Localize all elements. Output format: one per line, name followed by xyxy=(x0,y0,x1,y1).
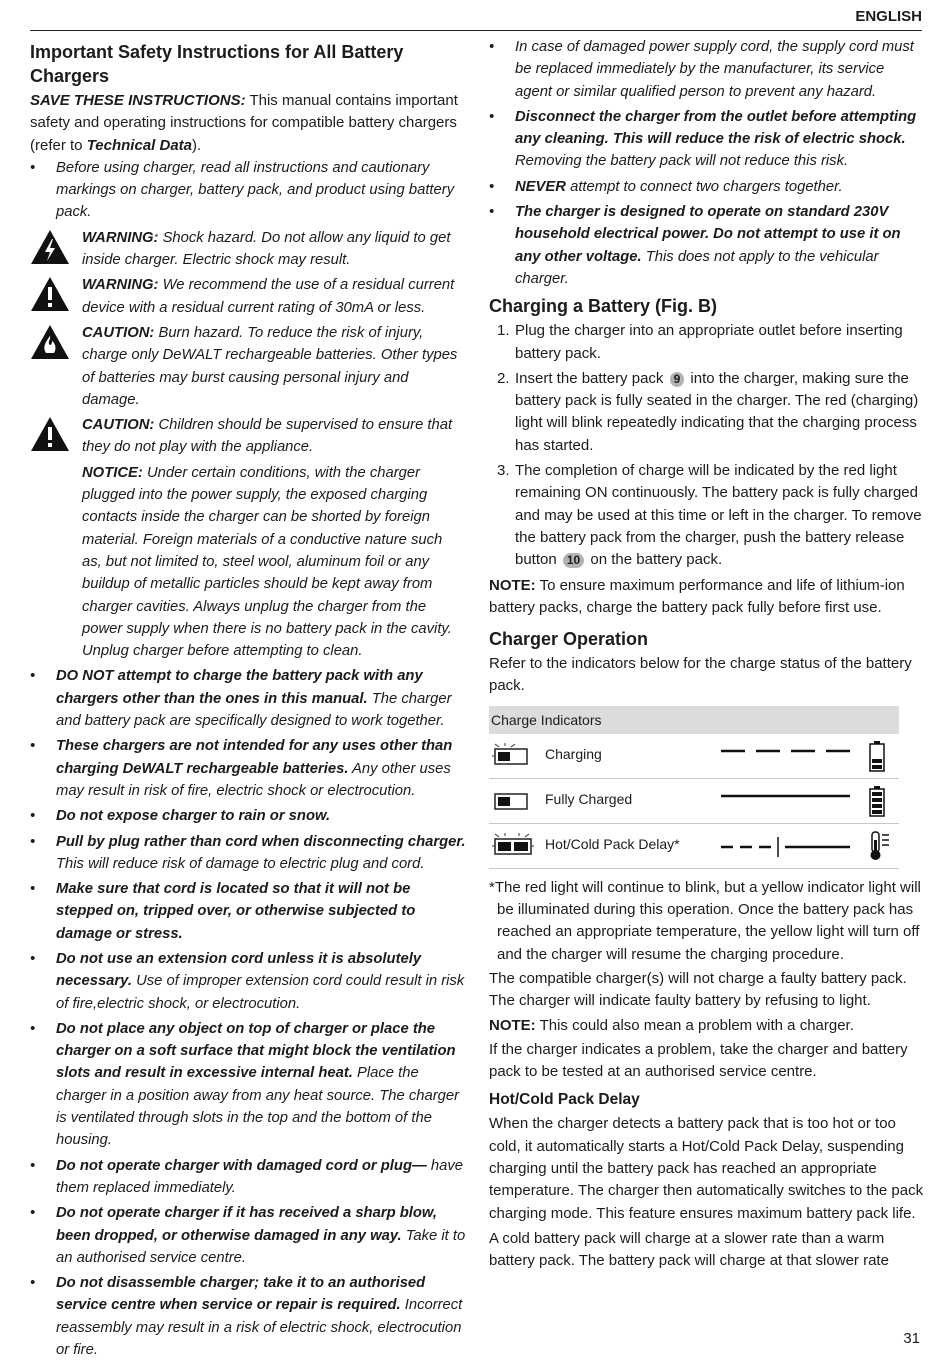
list-item: • Do not use an extension cord unless it is absolutely necessary. Use of improper extension cord could result in risk of fire,electric shock, or electrocution. xyxy=(30,950,465,1012)
table-row xyxy=(489,824,899,869)
cold-pack-paragraph: A cold battery pack will charge at a slower rate than a warm battery pack. The battery pack will charge at that slower rate xyxy=(489,1229,889,1270)
language-label: ENGLISH xyxy=(855,8,922,25)
battery-charging-icon xyxy=(869,740,885,772)
list-item: • Pull by plug rather than cord when disconnecting charger. This will reduce risk of damage to electric plug and cord. xyxy=(30,833,466,872)
notice-paragraph: NOTICE: Under certain conditions, with the charger plugged into the power supply, the exposed charging contacts inside the charger can be shorted by foreign material. Foreign materials of a conductive nature such as, but not limited to, steel wool, aluminum foil or any buildup of metallic particles should be kept away from charger cavities. Always unplug the charger from the power supply when there is no battery pack in the cavity. Unplug charger before attempting to clean. xyxy=(82,464,452,660)
right-column xyxy=(489,36,925,1272)
intro-paragraph: SAVE THESE INSTRUCTIONS: This manual contains important safety and operating instructions for compatible battery chargers (refer to Technical Data). xyxy=(30,92,458,154)
fire-hazard-icon xyxy=(30,324,70,360)
delay-pattern-icon xyxy=(721,836,851,858)
list-item: • Disconnect the charger from the outlet before attempting any cleaning. This will reduce the risk of electric shock. Removing the battery pack will not reduce this risk. xyxy=(489,108,917,170)
list-item: • Before using charger, read all instructions and cautionary markings on charger, battery pack, and product using battery pack. xyxy=(30,159,455,221)
problem-paragraph: If the charger indicates a problem, take the charger and battery pack to be tested at an authorised service centre. xyxy=(489,1040,908,1081)
blink-pattern-icon xyxy=(721,746,851,756)
charge-indicators-table xyxy=(489,706,899,869)
fully-charged-light-icon xyxy=(491,787,535,813)
note-paragraph: NOTE: To ensure maximum performance and life of lithium-ion battery packs, charge the battery pack fully before first use. xyxy=(489,576,905,616)
section-title-safety: Important Safety Instructions for All Battery Chargers xyxy=(30,42,404,86)
list-item: • The charger is designed to operate on standard 230V household electrical power. Do not attempt to use it on any other voltage. This does not apply to the vehicular charger. xyxy=(489,204,901,287)
list-item: • Do not expose charger to rain or snow. xyxy=(30,808,331,825)
left-column xyxy=(30,36,466,1364)
shock-hazard-icon xyxy=(30,229,70,265)
list-item: • In case of damaged power supply cord, the supply cord must be replaced immediately by the manufacturer, its service agent or similar qualified person to prevent any hazard. xyxy=(489,39,914,100)
table-row xyxy=(489,734,899,779)
list-item: • NEVER attempt to connect two chargers together. xyxy=(489,178,843,195)
step-item: 1. Plug the charger into an appropriate outlet before inserting battery pack. xyxy=(497,322,903,362)
row-label: Fully Charged xyxy=(545,790,633,807)
table-row xyxy=(489,779,899,824)
list-item: • Do not place any object on top of charger or place the charger on a soft surface that might block the ventilation slots and result in excessive internal heat. Place the charger in a position away from any heat source. The charger is ventilated through slots in the top and the bottom of the housing. xyxy=(30,1020,460,1149)
callout-badge: 9 xyxy=(670,372,685,387)
table-header: Charge Indicators xyxy=(489,706,899,734)
row-label: Charging xyxy=(545,745,602,762)
list-item: • Do not operate charger with damaged cord or plug— have them replaced immediately. xyxy=(30,1157,463,1196)
operation-intro: Refer to the indicators below for the charge status of the battery pack. xyxy=(489,655,912,695)
page-number: 31 xyxy=(903,1330,920,1347)
caution-children: CAUTION: Children should be supervised to ensure that they do not play with the appliance. xyxy=(30,414,466,459)
list-item: • Make sure that cord is located so that it will not be stepped on, tripped over, or otherwise subjected to damage or stress. xyxy=(30,881,416,942)
warning-rcd: WARNING: We recommend the use of a residual current device with a residual current rating of 30mA or less. xyxy=(30,274,466,319)
page-header xyxy=(30,8,922,31)
footnote-paragraph: *The red light will continue to blink, but a yellow indicator light will be illuminated during this operation. Once the battery pack has reached an appropriate temperature, the yellow light will turn off and the charger will resume the charging procedure. xyxy=(489,878,921,963)
solid-pattern-icon xyxy=(721,791,851,801)
list-item: • These chargers are not intended for any uses other than charging DeWALT rechargeable batteries. Any other uses may result in risk of fire, electric shock or electrocution. xyxy=(30,738,453,799)
section-title-operation: Charger Operation xyxy=(489,629,649,650)
battery-full-icon xyxy=(869,785,885,817)
warning-shock: WARNING: Shock hazard. Do not allow any liquid to get inside charger. Electric shock may result. xyxy=(30,227,466,272)
hot-cold-light-icon xyxy=(491,832,535,858)
hotcold-paragraph: When the charger detects a battery pack that is too hot or too cold, it automatically starts a Hot/Cold Pack Delay, suspending charging until the battery pack has reached an appropriate temperature. The charger then automatically switches to the pack charging mode. This feature ensures maximum battery pack life. xyxy=(489,1115,924,1222)
charging-light-icon xyxy=(491,742,535,768)
row-label: Hot/Cold Pack Delay* xyxy=(545,835,680,852)
list-item: • DO NOT attempt to charge the battery pack with any chargers other than the ones in this manual. The charger and battery pack are specifically designed to work together. xyxy=(30,668,452,730)
step-item: 2. Insert the battery pack 9 into the charger, making sure the battery pack is fully seated in the charger. The red (charging) light will blink repeatedly indicating that the charging process has started. xyxy=(497,369,919,454)
thermometer-icon xyxy=(869,830,891,862)
callout-badge: 10 xyxy=(563,553,584,568)
section-title-charging: Charging a Battery (Fig. B) xyxy=(489,296,718,317)
section-title-hotcold: Hot/Cold Pack Delay xyxy=(489,1091,640,1109)
faulty-paragraph: The compatible charger(s) will not charge a faulty battery pack. The charger will indicate faulty battery by refusing to light. xyxy=(489,969,907,1010)
list-item: • Do not operate charger if it has received a sharp blow, been dropped, or otherwise damaged in any way. Take it to an authorised service centre. xyxy=(30,1205,466,1266)
caution-burn: CAUTION: Burn hazard. To reduce the risk of injury, charge only DeWALT rechargeable batteries. Other types of batteries may burst causing personal injury and damage. xyxy=(30,322,466,411)
exclamation-caution-icon xyxy=(30,416,70,452)
exclamation-warning-icon xyxy=(30,276,70,312)
note-paragraph: NOTE: This could also mean a problem with a charger. xyxy=(489,1016,854,1034)
step-item: 3. The completion of charge will be indicated by the red light remaining ON continuously. The battery pack is fully charged and may be used at this time or left in the charger. To remove the battery pack from the charger, push the battery release button 10 on the battery pack. xyxy=(497,462,922,569)
list-item: • Do not disassemble charger; take it to an authorised service centre when service or repair is required. Incorrect reassembly may result in a risk of electric shock, electrocution or fire. xyxy=(30,1275,463,1359)
